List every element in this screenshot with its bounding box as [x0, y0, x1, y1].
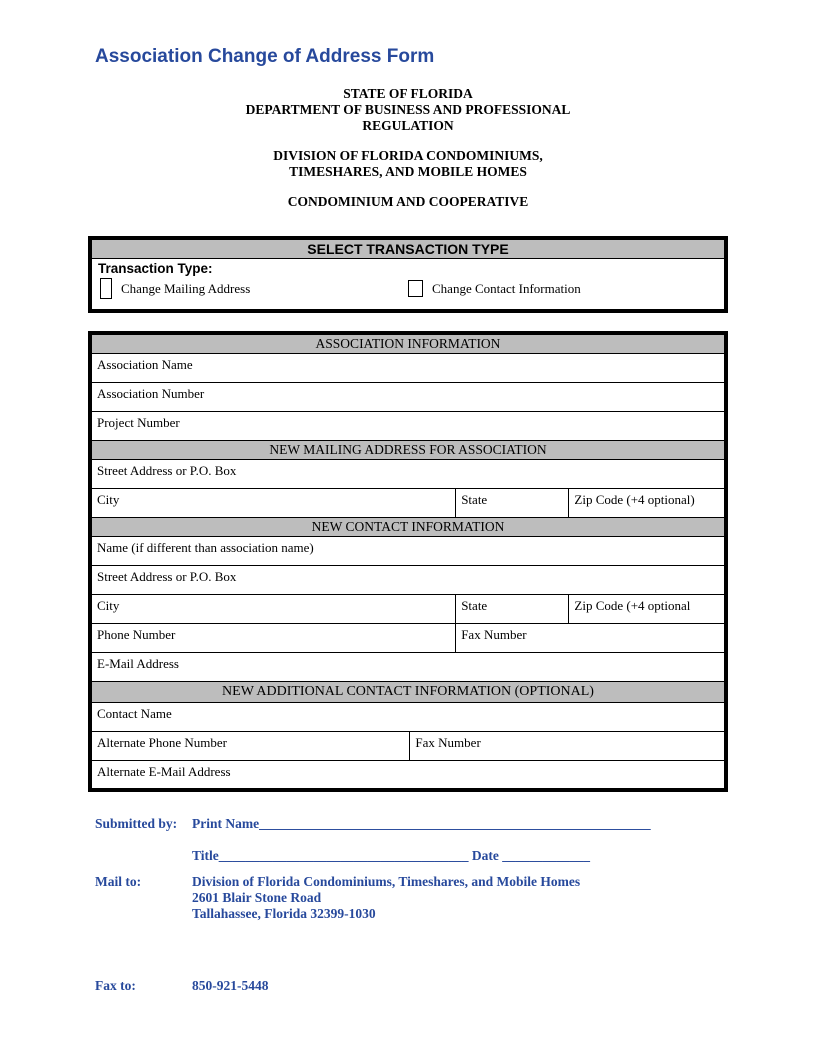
- mailing-zip-field[interactable]: [569, 489, 726, 518]
- field-label: State: [461, 492, 488, 507]
- field-label: Association Number: [97, 386, 205, 401]
- association-name-field[interactable]: [90, 354, 726, 383]
- mail-to-row: [95, 874, 728, 922]
- contact-email-field[interactable]: [90, 653, 726, 682]
- field-label: City: [97, 492, 120, 507]
- project-number-field[interactable]: [90, 412, 726, 441]
- mail-to-address: [192, 874, 728, 922]
- footer: [95, 816, 728, 994]
- transaction-type-table: [88, 236, 728, 313]
- fax-number: 850-921-5448: [192, 977, 269, 993]
- mail-address-line: 2601 Blair Stone Road: [192, 889, 322, 905]
- mailing-state-field[interactable]: [456, 489, 569, 518]
- option-label: Change Contact Information: [432, 280, 581, 296]
- field-label: Fax Number: [415, 735, 481, 750]
- option-label: Change Mailing Address: [121, 280, 251, 296]
- transaction-type-cell: [90, 259, 726, 312]
- field-label: Phone Number: [97, 627, 176, 642]
- contact-zip-field[interactable]: [569, 595, 726, 624]
- section-header-additional-contact: NEW ADDITIONAL CONTACT INFORMATION (OPTIONAL): [90, 682, 726, 703]
- print-name-line[interactable]: Print Name__________________________________________________________: [192, 815, 651, 831]
- section-header-association-information: ASSOCIATION INFORMATION: [90, 333, 726, 354]
- title-date-row: [95, 848, 728, 864]
- field-label: Contact Name: [97, 706, 172, 721]
- additional-alt-phone-field[interactable]: [90, 732, 410, 761]
- header-line: CONDOMINIUM AND COOPERATIVE: [287, 194, 529, 209]
- additional-alt-email-field[interactable]: [90, 761, 726, 790]
- header-line: TIMESHARES, AND MOBILE HOMES: [289, 164, 527, 179]
- spacer: [95, 848, 192, 864]
- field-label: Street Address or P.O. Box: [97, 569, 237, 584]
- agency-header: [88, 86, 728, 210]
- field-label: Street Address or P.O. Box: [97, 463, 237, 478]
- additional-fax-field[interactable]: [410, 732, 726, 761]
- submitted-by-row: [95, 816, 728, 832]
- field-label: State: [461, 598, 488, 613]
- section-header-new-contact-information: NEW CONTACT INFORMATION: [90, 518, 726, 537]
- change-mailing-address-checkbox[interactable]: [100, 278, 112, 299]
- field-label: E-Mail Address: [97, 656, 179, 671]
- form-title: Association Change of Address Form: [95, 46, 435, 67]
- header-line: STATE OF FLORIDA: [343, 86, 473, 101]
- mailing-street-field[interactable]: [90, 460, 726, 489]
- field-label: Alternate E-Mail Address: [97, 764, 231, 779]
- transaction-type-label: Transaction Type:: [98, 261, 213, 276]
- header-line: REGULATION: [362, 118, 454, 133]
- program-block: [88, 194, 728, 210]
- mail-address-line: Division of Florida Condominiums, Timeshares, and Mobile Homes: [192, 873, 581, 889]
- mailing-city-field[interactable]: [90, 489, 456, 518]
- field-label: Project Number: [97, 415, 180, 430]
- header-line: DEPARTMENT OF BUSINESS AND PROFESSIONAL: [245, 102, 571, 117]
- submitted-by-label: Submitted by:: [95, 815, 178, 831]
- section-header-select-transaction-type: SELECT TRANSACTION TYPE: [90, 238, 726, 259]
- fax-to-label: Fax to:: [95, 977, 136, 993]
- field-label: Association Name: [97, 357, 193, 372]
- field-label: Name (if different than association name): [97, 540, 314, 555]
- header-line: DIVISION OF FLORIDA CONDOMINIUMS,: [273, 148, 543, 163]
- field-label: Zip Code (+4 optional: [574, 598, 691, 613]
- option-change-mailing-address: [98, 278, 408, 299]
- association-information-table: [88, 331, 728, 792]
- field-label: Alternate Phone Number: [97, 735, 227, 750]
- transaction-options: [98, 278, 718, 299]
- fax-to-row: [95, 978, 728, 994]
- division-block: [88, 148, 728, 180]
- contact-state-field[interactable]: [456, 595, 569, 624]
- contact-city-field[interactable]: [90, 595, 456, 624]
- field-label: Zip Code (+4 optional): [574, 492, 695, 507]
- state-department-block: [88, 86, 728, 134]
- title-date-line[interactable]: Title_____________________________________ Date _____________: [192, 847, 590, 863]
- field-label: Fax Number: [461, 627, 527, 642]
- contact-street-field[interactable]: [90, 566, 726, 595]
- contact-name-field[interactable]: [90, 537, 726, 566]
- additional-contact-name-field[interactable]: [90, 703, 726, 732]
- contact-fax-field[interactable]: [456, 624, 726, 653]
- mail-to-label: Mail to:: [95, 873, 142, 889]
- option-change-contact-information: [408, 280, 581, 297]
- field-label: City: [97, 598, 120, 613]
- association-number-field[interactable]: [90, 383, 726, 412]
- section-header-new-mailing-address: NEW MAILING ADDRESS FOR ASSOCIATION: [90, 441, 726, 460]
- mail-address-line: Tallahassee, Florida 32399-1030: [192, 905, 376, 921]
- contact-phone-field[interactable]: [90, 624, 456, 653]
- change-contact-information-checkbox[interactable]: [408, 280, 423, 297]
